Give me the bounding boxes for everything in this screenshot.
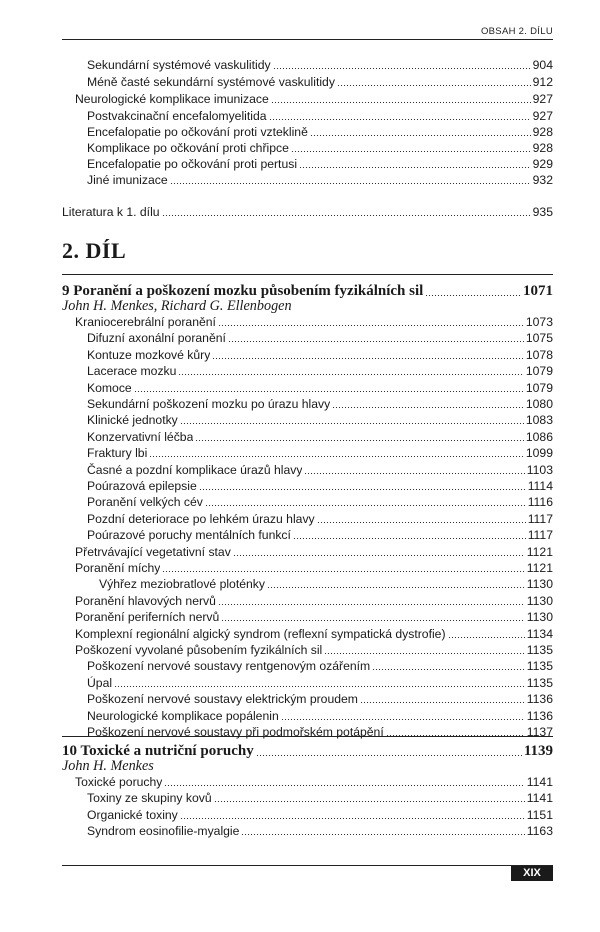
toc-entry xyxy=(99,576,553,592)
toc-entry-title: Poúrazová epilepsie xyxy=(87,479,197,493)
toc-entry xyxy=(87,363,553,379)
toc-entry-page: 1103 xyxy=(526,462,553,477)
toc-entry-page: 1151 xyxy=(526,807,553,822)
dot-leader xyxy=(195,440,524,441)
toc-entry-page: 1130 xyxy=(526,577,553,592)
toc-entry xyxy=(75,593,553,609)
toc-entry xyxy=(87,708,553,724)
toc-entry-page: 1099 xyxy=(525,446,553,461)
toc-entry-title: Toxiny ze skupiny kovů xyxy=(87,791,212,806)
toc-entry-title: Sekundární poškození mozku po úrazu hlavy xyxy=(87,397,331,411)
toc-entry xyxy=(75,774,553,790)
header-rule xyxy=(62,39,553,40)
toc-entry-page: 1130 xyxy=(526,593,553,608)
toc-entry xyxy=(87,823,553,839)
toc-entry-title: Poškození nervové soustavy rentgenovým ozářením xyxy=(87,659,371,674)
toc-entry xyxy=(87,429,553,445)
toc-entry-title: Klinické jednotky xyxy=(87,413,178,428)
toc-entry-page: 1073 xyxy=(525,315,553,329)
toc-entry-page: 1141 xyxy=(526,791,553,806)
toc-entry-title: Výhřez meziobratlové ploténky xyxy=(99,577,265,592)
dot-leader xyxy=(271,102,531,103)
dot-leader xyxy=(310,135,531,136)
toc-entry-title: Difuzní axonální poranění xyxy=(87,331,226,346)
toc-entry xyxy=(75,560,553,576)
toc-entry-page: 1078 xyxy=(525,347,553,362)
toc-entry xyxy=(87,172,553,188)
dot-leader xyxy=(372,669,525,670)
section-rule xyxy=(62,274,553,275)
toc-entry-title: Kraniocerebrální poranění xyxy=(75,315,216,329)
toc-entry xyxy=(87,347,553,363)
toc-entry-title: Komoce xyxy=(87,380,132,395)
toc-entry-page: 1135 xyxy=(526,659,553,674)
toc-entry xyxy=(87,156,553,172)
toc-entry-page: 1163 xyxy=(526,824,553,839)
toc-entry xyxy=(87,807,553,823)
dot-leader xyxy=(178,374,523,375)
toc-entry-page: 1079 xyxy=(525,380,553,395)
toc-entry-page: 932 xyxy=(532,173,553,187)
toc-entry xyxy=(75,642,553,658)
toc-entry-page: 1114 xyxy=(527,479,553,493)
toc-entry xyxy=(87,511,553,527)
toc-entry-page: 928 xyxy=(532,125,553,139)
dot-leader xyxy=(205,505,526,506)
toc-entry xyxy=(87,494,553,510)
toc-entry-page: 1086 xyxy=(525,429,553,444)
toc-entry-title: Poranění periferních nervů xyxy=(75,610,220,625)
toc-entry-title: Úpal xyxy=(87,675,113,690)
toc-entry-title: Poškození nervové soustavy elektrickým proudem xyxy=(87,692,358,707)
toc-entry xyxy=(87,691,553,707)
toc-entry xyxy=(87,396,553,412)
toc-entry-title: Lacerace mozku xyxy=(87,364,177,379)
toc-entry xyxy=(75,314,553,330)
toc-entry-page: 1117 xyxy=(527,511,553,526)
dot-leader xyxy=(448,637,525,638)
toc-entry-page: 1136 xyxy=(526,692,553,707)
dot-leader xyxy=(281,719,525,720)
toc-entry-title: Poranění velkých cév xyxy=(87,495,203,510)
toc-entry-title: Konzervativní léčba xyxy=(87,429,194,444)
dot-leader xyxy=(241,834,524,835)
toc-entry-title: Poranění míchy xyxy=(75,561,161,575)
toc-entry-title: Komplexní regionální algický syndrom (reflexní sympatická dystrofie) xyxy=(75,626,446,641)
section-rule xyxy=(62,736,553,737)
page-number: XIX xyxy=(511,866,553,881)
toc-entry-page: 1079 xyxy=(525,364,553,379)
toc-entry-title: Časné a pozdní komplikace úrazů hlavy xyxy=(87,462,303,477)
toc-entry xyxy=(87,108,553,124)
dot-leader xyxy=(425,295,521,296)
toc-entry-title: Pozdní deteriorace po lehkém úrazu hlavy xyxy=(87,511,315,526)
chapter-page: 1139 xyxy=(523,743,553,759)
dot-leader xyxy=(149,456,524,457)
toc-entry xyxy=(87,527,553,543)
toc-entry xyxy=(87,478,553,494)
dot-leader xyxy=(114,686,525,687)
chapter-title: 9 Poranění a poškození mozku působením fyzikálních sil xyxy=(62,283,424,299)
toc-entry xyxy=(87,330,553,346)
dot-leader xyxy=(360,702,525,703)
toc-entry-page: 1137 xyxy=(526,725,553,739)
toc-entry xyxy=(87,74,553,90)
toc-entry xyxy=(75,609,553,625)
dot-leader xyxy=(221,620,524,621)
toc-entry xyxy=(87,724,553,740)
toc-entry-page: 1135 xyxy=(526,675,553,690)
dot-leader xyxy=(299,167,531,168)
toc-entry-page: 1121 xyxy=(526,561,553,575)
dot-leader xyxy=(212,358,524,359)
toc-entry xyxy=(87,675,553,691)
toc-entry-title: Jiné imunizace xyxy=(87,173,168,187)
toc-entry-title: Toxické poruchy xyxy=(75,775,163,789)
toc-entry-page: 904 xyxy=(532,58,553,72)
toc-entry-title: Kontuze mozkové kůry xyxy=(87,347,211,362)
toc-entry xyxy=(87,790,553,806)
toc-entry-title: Postvakcinační encefalomyelitida xyxy=(87,109,267,123)
toc-entry-title: Neurologické komplikace popálenin xyxy=(87,708,279,723)
toc-entry-title: Poranění hlavových nervů xyxy=(75,593,216,608)
toc-entry xyxy=(87,412,553,428)
toc-entry-title: Fraktury lbi xyxy=(87,446,148,461)
toc-entry-title: Organické toxiny xyxy=(87,807,178,822)
dot-leader xyxy=(291,151,531,152)
dot-leader xyxy=(332,407,524,408)
dot-leader xyxy=(324,653,525,654)
toc-entry-page: 1117 xyxy=(527,528,553,543)
dot-leader xyxy=(164,785,524,786)
dot-leader xyxy=(267,587,525,588)
toc-entry-title: Poškození vyvolané působením fyzikálních sil xyxy=(75,643,323,657)
toc-entry xyxy=(87,658,553,674)
toc-entry-page: 935 xyxy=(532,205,553,219)
toc-entry-title: Poúrazové poruchy mentálních funkcí xyxy=(87,528,291,543)
dot-leader xyxy=(162,571,524,572)
toc-entry-literature xyxy=(62,204,553,220)
chapter-title: 10 Toxické a nutriční poruchy xyxy=(62,743,254,759)
toc-entry xyxy=(75,91,553,107)
toc-entry-page: 1083 xyxy=(525,413,553,428)
toc-entry-page: 912 xyxy=(532,75,553,89)
dot-leader xyxy=(180,423,524,424)
dot-leader xyxy=(256,755,522,756)
toc-entry xyxy=(87,445,553,461)
toc-entry xyxy=(87,57,553,73)
toc-entry-page: 1136 xyxy=(526,708,553,723)
toc-entry-page: 1135 xyxy=(526,643,553,657)
dot-leader xyxy=(180,818,525,819)
toc-entry-title: Encefalopatie po očkování proti vzteklině xyxy=(87,125,308,139)
toc-entry-title: Přetrvávající vegetativní stav xyxy=(75,544,231,559)
toc-entry-title: Literatura k 1. dílu xyxy=(62,205,160,219)
toc-entry-page: 1121 xyxy=(526,544,553,559)
dot-leader xyxy=(214,801,525,802)
toc-entry xyxy=(87,124,553,140)
dot-leader xyxy=(233,555,525,556)
footer-rule xyxy=(62,865,553,866)
dot-leader xyxy=(304,473,524,474)
dot-leader xyxy=(218,325,524,326)
toc-entry xyxy=(75,626,553,642)
toc-entry-title: Syndrom eosinofilie-myalgie xyxy=(87,824,240,839)
dot-leader xyxy=(170,183,531,184)
toc-entry-page: 1130 xyxy=(526,610,553,625)
toc-entry-title: Komplikace po očkování proti chřipce xyxy=(87,141,289,155)
toc-entry-title: Encefalopatie po očkování proti pertusi xyxy=(87,157,298,171)
dot-leader xyxy=(162,215,531,216)
toc-entry-title: Méně časté sekundární systémové vaskulitidy xyxy=(87,75,335,89)
dot-leader xyxy=(337,85,531,86)
dot-leader xyxy=(218,604,525,605)
dot-leader xyxy=(269,119,531,120)
toc-entry-page: 1080 xyxy=(525,397,553,411)
toc-entry-page: 927 xyxy=(532,109,553,123)
chapter-page: 1071 xyxy=(523,283,553,299)
part-title: 2. DÍL xyxy=(62,238,127,263)
toc-entry-page: 1141 xyxy=(526,775,553,789)
toc-entry xyxy=(87,140,553,156)
toc-entry-title: Sekundární systémové vaskulitidy xyxy=(87,58,271,72)
toc-entry-title: Neurologické komplikace imunizace xyxy=(75,92,269,106)
toc-entry xyxy=(75,544,553,560)
toc-entry-page: 1075 xyxy=(525,331,553,346)
dot-leader xyxy=(273,68,531,69)
running-head: OBSAH 2. DÍLU xyxy=(480,26,553,37)
dot-leader xyxy=(199,489,526,490)
toc-entry-title: Poškození nervové soustavy při podmořském potápění xyxy=(87,725,384,739)
dot-leader xyxy=(134,391,524,392)
chapter-authors: John H. Menkes, Richard G. Ellenbogen xyxy=(62,298,292,314)
toc-entry-page: 928 xyxy=(532,141,553,155)
toc-entry-page: 1116 xyxy=(527,495,553,510)
dot-leader xyxy=(293,538,526,539)
toc-entry-page: 1134 xyxy=(526,626,553,641)
toc-entry-page: 929 xyxy=(532,157,553,171)
chapter-authors: John H. Menkes xyxy=(62,758,154,774)
toc-entry xyxy=(87,380,553,396)
dot-leader xyxy=(228,341,524,342)
toc-entry xyxy=(87,462,553,478)
dot-leader xyxy=(317,522,526,523)
toc-entry-page: 927 xyxy=(532,92,553,106)
